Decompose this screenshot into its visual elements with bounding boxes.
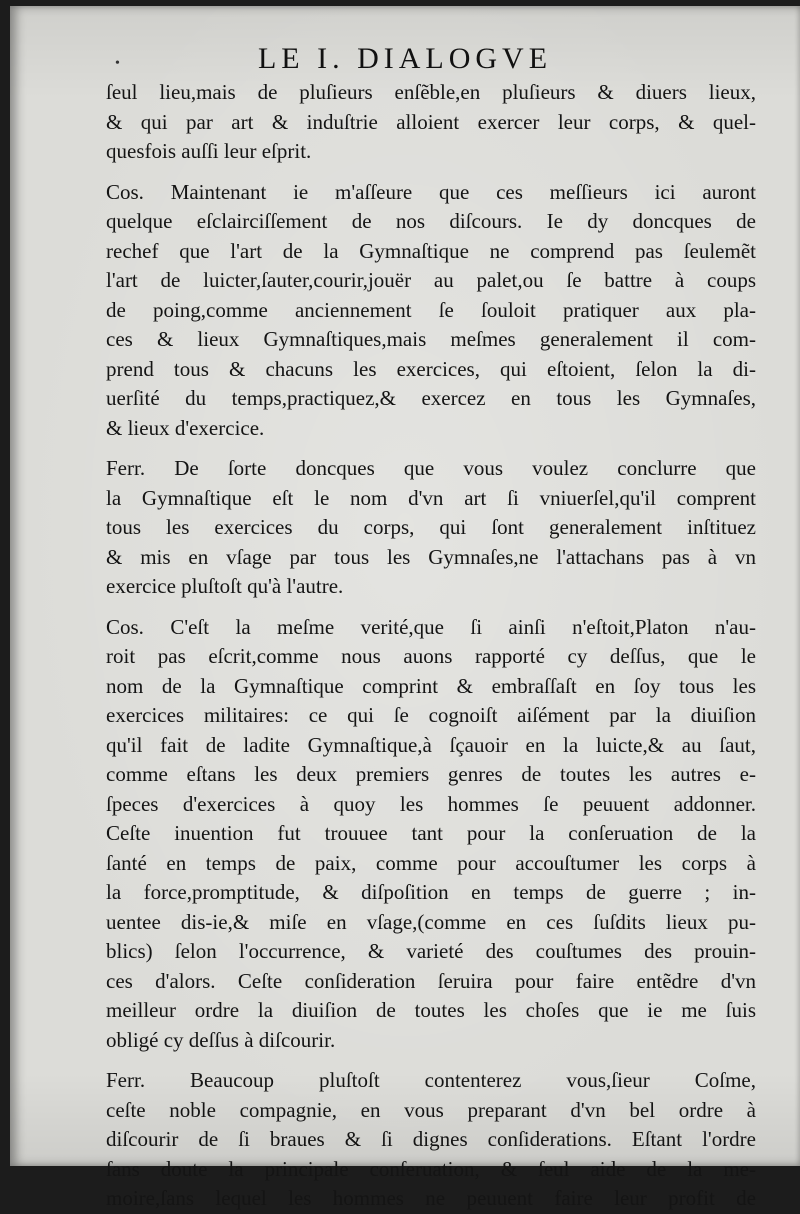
text-line: Ceſte inuention fut trouuee tant pour la conſeruation de la (106, 821, 756, 845)
text-line: ſanté en temps de paix, comme pour accouſtumer les corps à (106, 850, 756, 875)
text-line: Ferr. Beaucoup pluſtoſt contenterez vous,ſieur Coſme, (106, 1068, 756, 1092)
text-line: obligé cy deſſus à diſcourir. (106, 1027, 336, 1052)
text-line: qu'il fait de ladite Gymnaſtique,à ſçauoir en la luicte,& au ſaut, (106, 732, 756, 757)
text-line: ſpeces d'exercices à quoy les hommes ſe peuuent addonner. (106, 791, 756, 816)
text-line: uerſité du temps,practiquez,& exercez en tous les Gymnaſes, (106, 386, 756, 410)
paragraph-gap (106, 602, 756, 613)
text-line: & qui par art & induſtrie alloient exercer leur corps, & quel- (106, 109, 756, 134)
book-page (10, 6, 800, 1210)
text-line: roit pas eſcrit,comme nous auons rapporté cy deſſus, que le (106, 644, 756, 668)
text-line: prend tous & chacuns les exercices, qui eſtoient, ſelon la di- (106, 356, 756, 381)
running-head (10, 42, 800, 76)
text-line: exercice pluſtoſt qu'à l'autre. (106, 574, 344, 598)
text-line: & lieux d'exercice. (106, 415, 265, 440)
text-line: & mis en vſage par tous les Gymnaſes,ne l'attachans pas à vn (106, 544, 756, 569)
text-line: comme eſtans les deux premiers genres de toutes les autres e- (106, 762, 756, 786)
text-line: ceſte noble compagnie, en vous preparant d'vn bel ordre à (106, 1097, 756, 1122)
margin-mark: • (115, 56, 125, 71)
text-line: ſans doute la principale conſeruation, & ſeul aide de la me- (106, 1156, 756, 1181)
text-line: quesfois auſſi leur eſprit. (106, 139, 312, 163)
text-line: Cos. Maintenant ie m'aſſeure que ces meſſieurs ici auront (106, 179, 756, 204)
text-line: rechef que l'art de la Gymnaſtique ne comprend pas ſeulemẽt (106, 238, 756, 263)
paragraph-gap (106, 167, 756, 178)
text-line: tous les exercices du corps, qui ſont generalement inſtituez (106, 515, 756, 539)
text-line: ces d'alors. Ceſte conſideration ſeruira pour faire entẽdre d'vn (106, 968, 756, 993)
text-line: exercices militaires: ce qui ſe cognoiſt aiſément par la diuiſion (106, 703, 756, 727)
running-head-title: LE I. DIALOGVE (257, 42, 553, 75)
paragraph-gap (106, 1055, 756, 1066)
text-line: la Gymnaſtique eſt le nom d'vn art ſi vniuerſel,qu'il comprent (106, 485, 756, 510)
text-line: diſcourir de ſi braues & ſi dignes conſiderations. Eſtant l'ordre (106, 1127, 756, 1151)
text-line: la force,promptitude, & diſpoſition en temps de guerre ; in- (106, 880, 756, 904)
text-line: quelque eſclairciſſement de nos diſcours. Ie dy doncques de (106, 209, 756, 233)
text-line: meilleur ordre la diuiſion de toutes les choſes que ie me ſuis (106, 998, 756, 1022)
body-text (106, 78, 756, 1214)
text-line: moire,ſans lequel les hommes ne peuuent faire leur profit de (106, 1186, 756, 1210)
text-line: ſeul lieu,mais de pluſieurs enſẽble,en pluſieurs & diuers lieux, (106, 80, 756, 104)
paragraph-gap (106, 443, 756, 454)
text-line: l'art de luicter,ſauter,courir,jouër au palet,ou ſe battre à coups (106, 268, 756, 292)
text-line: Ferr. De ſorte doncques que vous voulez conclurre que (106, 456, 756, 480)
text-line: ces & lieux Gymnaſtiques,mais meſmes generalement il com- (106, 327, 756, 351)
text-line: nom de la Gymnaſtique comprint & embraſſaſt en ſoy tous les (106, 673, 756, 698)
text-line: de poing,comme anciennement ſe ſouloit pratiquer aux pla- (106, 297, 756, 322)
text-line: uentee dis-ie,& miſe en vſage,(comme en ces ſuſdits lieux pu- (106, 909, 756, 934)
text-line: Cos. C'eſt la meſme verité,que ſi ainſi n'eſtoit,Platon n'au- (106, 614, 756, 639)
text-line: blics) ſelon l'occurrence, & varieté des couſtumes des prouin- (106, 939, 756, 963)
